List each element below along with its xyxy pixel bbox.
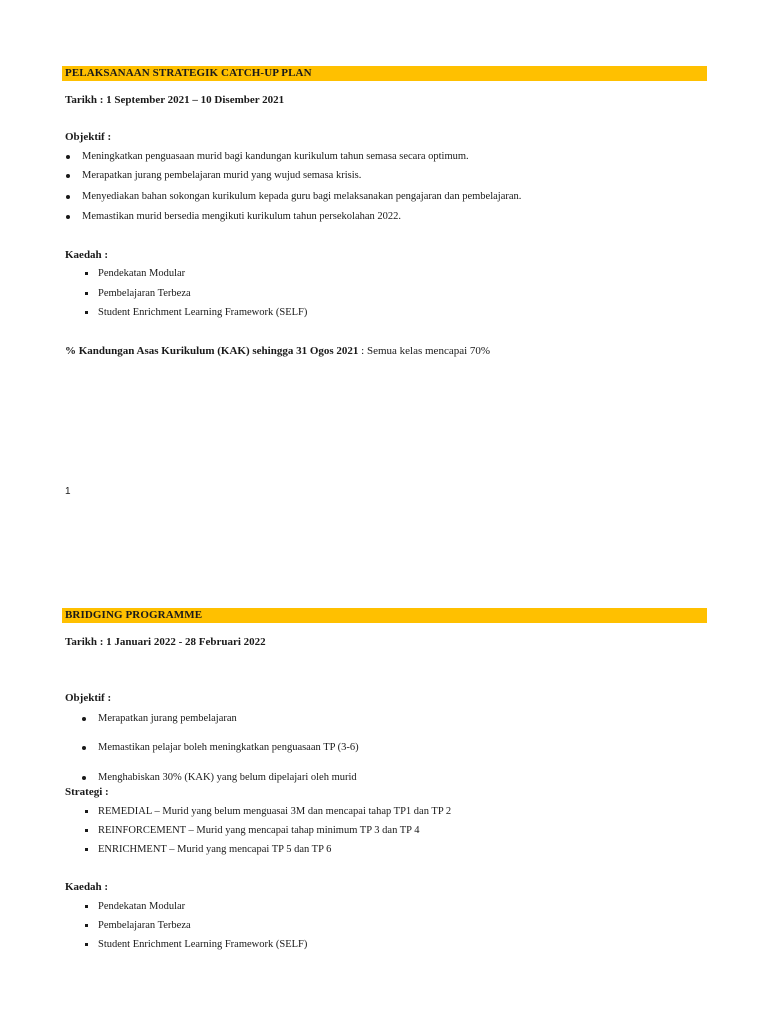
objective-item: Memastikan murid bersedia mengikuti kurikulum tahun persekolahan 2022.: [82, 211, 402, 222]
method-label: Kaedah :: [65, 881, 109, 893]
section-heading-bar: [62, 608, 707, 623]
method-label: Kaedah :: [65, 249, 109, 261]
bullet-icon: [82, 776, 86, 780]
date-range: Tarikh : 1 September 2021 – 10 Disember 2021: [65, 94, 285, 106]
bullet-icon: [82, 717, 86, 721]
kak-label: % Kandungan Asas Kurikulum (KAK) sehingga 31 Ogos 2021: [65, 345, 359, 357]
objective-item: Menyediakan bahan sokongan kurikulum kepada guru bagi melaksanakan pengajaran dan pembelajaran.: [82, 191, 522, 202]
kak-statement: [65, 345, 490, 358]
square-bullet-icon: [85, 924, 88, 927]
square-bullet-icon: [85, 292, 88, 295]
objective-label: Objektif :: [65, 692, 112, 704]
bullet-icon: [82, 746, 86, 750]
square-bullet-icon: [85, 810, 88, 813]
kak-value: : Semua kelas mencapai 70%: [358, 345, 491, 357]
square-bullet-icon: [85, 943, 88, 946]
method-item: Pembelajaran Terbeza: [98, 920, 191, 931]
section-heading: BRIDGING PROGRAMME: [65, 609, 203, 621]
objective-item: Merapatkan jurang pembelajaran murid yang wujud semasa krisis.: [82, 170, 362, 181]
strategy-label: Strategi :: [65, 786, 109, 798]
date-range: Tarikh : 1 Januari 2022 - 28 Februari 2022: [65, 636, 266, 648]
section-heading: PELAKSANAAN STRATEGIK CATCH-UP PLAN: [65, 67, 312, 79]
bullet-icon: [66, 195, 70, 199]
objective-label: Objektif :: [65, 131, 112, 143]
method-item: Pembelajaran Terbeza: [98, 288, 191, 299]
bullet-icon: [66, 174, 70, 178]
page-number: 1: [65, 486, 71, 497]
bullet-icon: [66, 155, 70, 159]
method-item: Student Enrichment Learning Framework (SELF): [98, 939, 308, 950]
strategy-item: REMEDIAL – Murid yang belum menguasai 3M dan mencapai tahap TP1 dan TP 2: [98, 806, 452, 817]
method-item: Pendekatan Modular: [98, 901, 186, 912]
strategy-item: ENRICHMENT – Murid yang mencapai TP 5 dan TP 6: [98, 844, 332, 855]
bullet-icon: [66, 215, 70, 219]
objective-item: Memastikan pelajar boleh meningkatkan penguasaan TP (3-6): [98, 742, 359, 753]
method-item: Pendekatan Modular: [98, 268, 186, 279]
strategy-item: REINFORCEMENT – Murid yang mencapai tahap minimum TP 3 dan TP 4: [98, 825, 420, 836]
section-heading-bar: [62, 66, 707, 81]
square-bullet-icon: [85, 272, 88, 275]
square-bullet-icon: [85, 905, 88, 908]
objective-item: Meningkatkan penguasaan murid bagi kandungan kurikulum tahun semasa secara optimum.: [82, 151, 469, 162]
method-item: Student Enrichment Learning Framework (SELF): [98, 307, 308, 318]
square-bullet-icon: [85, 848, 88, 851]
objective-item: Merapatkan jurang pembelajaran: [98, 713, 237, 724]
square-bullet-icon: [85, 829, 88, 832]
square-bullet-icon: [85, 311, 88, 314]
objective-item: Menghabiskan 30% (KAK) yang belum dipelajari oleh murid: [98, 772, 357, 783]
